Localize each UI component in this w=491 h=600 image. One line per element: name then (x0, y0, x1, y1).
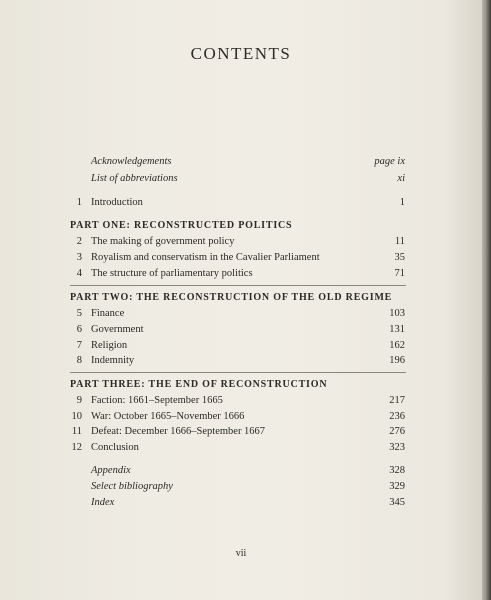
toc-entry (0, 424, 482, 440)
toc-entry-label: Religion (91, 340, 128, 351)
toc-entry-page: 35 (394, 252, 405, 263)
toc-entry-label: Select bibliography (91, 481, 173, 492)
toc-entry-page: page ix (374, 156, 405, 167)
toc-entry-number: 1 (76, 197, 82, 208)
toc-entry-label: The structure of parliamentary politics (91, 268, 253, 279)
toc-entry (0, 234, 482, 250)
toc-entry-page: 329 (389, 481, 405, 492)
part-heading: PART THREE: THE END OF RECONSTRUCTION (70, 379, 328, 390)
toc-entry-label: Indemnity (91, 355, 135, 366)
toc-entry (0, 266, 482, 282)
toc-entry (0, 338, 482, 354)
toc-entry (0, 440, 482, 456)
toc-entry-label: Introduction (91, 197, 143, 208)
part-heading: PART TWO: THE RECONSTRUCTION OF THE OLD REGIME (70, 292, 393, 303)
toc-entry-label: Finance (91, 308, 125, 319)
toc-entry (0, 463, 482, 479)
page-edge (482, 0, 491, 600)
toc-entry-number: 10 (71, 411, 82, 422)
toc-entry-page: 217 (389, 395, 405, 406)
toc-entry (0, 195, 482, 211)
toc-entry-label: List of abbreviations (91, 173, 178, 184)
toc-entry (0, 393, 482, 409)
page-number: vii (235, 548, 247, 559)
toc-entry-label: Royalism and conservatism in the Cavalier Parliament (91, 252, 320, 263)
toc-entry-label: Acknowledgements (91, 156, 172, 167)
toc-entry-page: 71 (394, 268, 405, 279)
toc-entry-number: 3 (76, 252, 82, 263)
toc-entry-page: 328 (389, 465, 405, 476)
toc-entry-page: 103 (389, 308, 405, 319)
page-title: CONTENTS (190, 44, 292, 63)
toc-entry-page: 162 (389, 340, 405, 351)
toc-entry-page: xi (397, 173, 405, 184)
toc-entry (0, 409, 482, 425)
toc-entry (0, 353, 482, 369)
toc-entry-page: 1 (399, 197, 405, 208)
toc-entry-number: 8 (76, 355, 82, 366)
toc-entry-page: 11 (394, 236, 405, 247)
toc-entry-number: 11 (71, 426, 82, 437)
toc-entry-label: Conclusion (91, 442, 139, 453)
toc-entry (0, 171, 482, 187)
toc-entry (0, 154, 482, 170)
toc-entry-page: 196 (389, 355, 405, 366)
toc-entry-number: 9 (76, 395, 82, 406)
toc-entry-label: Defeat: December 1666–September 1667 (91, 426, 266, 437)
toc-entry-page: 276 (389, 426, 405, 437)
toc-entry-number: 5 (76, 308, 82, 319)
toc-entry-number: 12 (71, 442, 82, 453)
part-heading: PART ONE: RECONSTRUCTED POLITICS (70, 220, 293, 231)
section-divider (70, 372, 406, 373)
toc-entry (0, 479, 482, 495)
toc-entry-label: Government (91, 324, 144, 335)
toc-entry-number: 6 (76, 324, 82, 335)
toc-entry-label: Appendix (91, 465, 131, 476)
toc-entry (0, 495, 482, 511)
toc-entry-number: 2 (76, 236, 82, 247)
toc-entry-page: 345 (389, 497, 405, 508)
toc-entry-label: The making of government policy (91, 236, 235, 247)
toc-entry-page: 131 (389, 324, 405, 335)
toc-entry (0, 322, 482, 338)
toc-entry-number: 7 (76, 340, 82, 351)
toc-entry-page: 323 (389, 442, 405, 453)
toc-entry (0, 306, 482, 322)
toc-entry-label: War: October 1665–November 1666 (91, 411, 245, 422)
toc-entry-number: 4 (76, 268, 82, 279)
toc-entry (0, 250, 482, 266)
toc-entry-label: Faction: 1661–September 1665 (91, 395, 223, 406)
section-divider (70, 285, 406, 286)
toc-entry-label: Index (91, 497, 115, 508)
toc-entry-page: 236 (389, 411, 405, 422)
